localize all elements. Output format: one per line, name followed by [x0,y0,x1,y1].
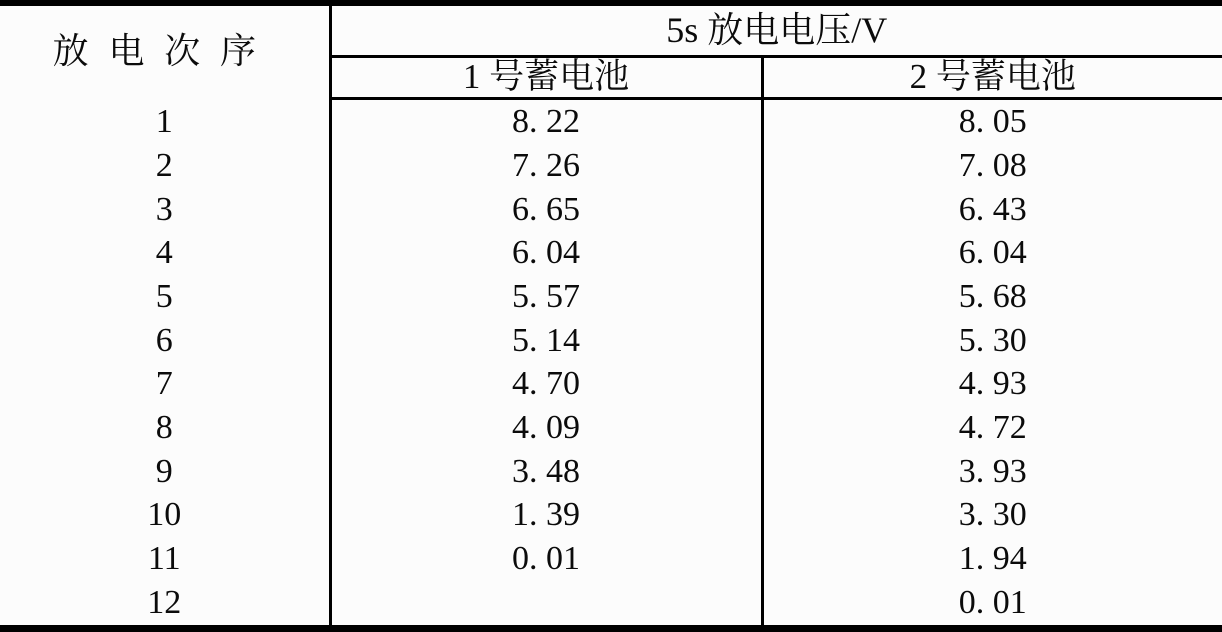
table-row [0,144,1222,188]
battery1-cell: 6. 65 [330,188,762,232]
table-row [0,537,1222,581]
order-cell: 11 [0,537,330,581]
order-cell: 4 [0,231,330,275]
battery2-cell: 3. 30 [958,496,1027,534]
header-discharge-order: 放电次序 [0,3,330,99]
group-header-row [0,3,1222,57]
order-cell: 7 [0,362,330,406]
table-row [0,493,1222,537]
table-body [0,99,1222,629]
battery2-cell: 7. 08 [958,147,1027,185]
battery1-cell: 7. 26 [330,144,762,188]
battery2-cell: 6. 04 [958,234,1027,272]
order-cell: 8 [0,406,330,450]
battery2-cell: 4. 72 [958,409,1027,447]
battery1-cell: 3. 48 [330,450,762,494]
table-row [0,188,1222,232]
table-row [0,231,1222,275]
table-row [0,450,1222,494]
table-row [0,362,1222,406]
table-row [0,99,1222,144]
table-row [0,581,1222,629]
battery2-cell: 5. 30 [958,321,1027,359]
battery1-cell: 6. 04 [330,231,762,275]
order-cell: 6 [0,319,330,363]
battery2-cell: 5. 68 [958,278,1027,316]
header-battery-1: 1 号蓄电池 [330,57,762,99]
table-row [0,406,1222,450]
battery2-cell: 0. 01 [958,584,1027,622]
order-cell: 10 [0,493,330,537]
order-cell: 2 [0,144,330,188]
battery1-cell: 4. 09 [330,406,762,450]
header-voltage-group: 5s 放电电压/V [330,3,1222,57]
battery2-cell: 1. 94 [958,540,1027,578]
battery2-cell: 3. 93 [958,452,1027,490]
table-row [0,275,1222,319]
battery1-cell: 5. 14 [330,319,762,363]
order-cell: 1 [0,99,330,144]
battery2-cell: 6. 43 [958,190,1027,228]
order-cell: 5 [0,275,330,319]
table-row [0,319,1222,363]
header-battery-2: 2 号蓄电池 [762,57,1222,99]
order-cell: 9 [0,450,330,494]
battery2-cell: 8. 05 [958,103,1027,141]
battery1-cell [330,581,762,629]
battery2-cell: 4. 93 [958,365,1027,403]
battery1-cell: 1. 39 [330,493,762,537]
order-cell: 3 [0,188,330,232]
battery1-cell: 8. 22 [330,99,762,144]
battery1-cell: 4. 70 [330,362,762,406]
battery1-cell: 0. 01 [330,537,762,581]
order-cell: 12 [0,581,330,629]
battery1-cell: 5. 57 [330,275,762,319]
